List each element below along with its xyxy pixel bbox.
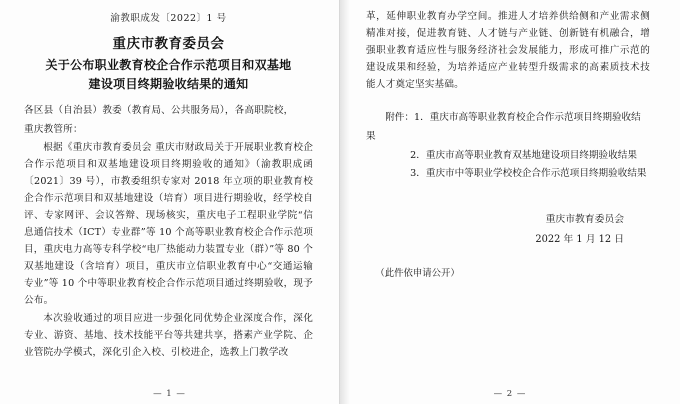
signature-organization: 重庆市教育委员会 — [545, 214, 624, 226]
paragraph-continued: 革，延伸职业教育办学空间。推进人才培养供给侧和产业需求侧精准对接，促进教育链、人才链与产业链、创新链有机融合，增强职业教育适应性与服务经济社会发展能力，形成可推广示范的建设成果和经验，为培养适应产业转型升级需求的高素质技术技能人才奠定坚实基础。 — [366, 11, 650, 91]
attachments-block — [366, 109, 650, 184]
document-subtitle — [24, 56, 313, 93]
signature-date: 2022 年 1 月 12 日 — [535, 233, 624, 245]
page-number-left: — 1 — — [153, 389, 186, 399]
recipients-line-1: 各区县（自治县）教委（教育局、公共服务局），各高职院校， — [24, 105, 294, 117]
attachment-item-3: 3．重庆市中等职业学校校企合作示范项目终期验收结果 — [410, 168, 647, 180]
page-right — [340, 0, 680, 404]
signature-block — [366, 210, 650, 249]
page-number-right: — 2 — — [493, 389, 527, 399]
paragraph-2: 本次验收通过的项目应进一步强化同优势企业深度合作，深化专业、游资、基地、技术技能平台等共建共享，搭素产业学院、企业管院办学模式，深化引企入校、引校进企，选教上门教学改 — [24, 313, 313, 359]
attachment-item-2: 2．重庆市高等职业教育双基地建设项目终期验收结果 — [410, 149, 637, 161]
document-title-block — [24, 34, 313, 93]
attachment-item-1: 附件：1．重庆市高等职业教育校企合作示范项目终期验收结果 — [366, 112, 641, 143]
document-body — [24, 102, 313, 361]
document-subtitle-line2: 建设项目终期验收结果的通知 — [88, 76, 249, 91]
document-number: 渝教职成发〔2022〕1 号 — [110, 13, 227, 24]
recipients-line-2: 重庆教管所： — [24, 123, 83, 135]
disclosure-note: （此件依申请公开） — [375, 268, 460, 280]
document-subtitle-line1: 关于公布职业教育校企合作示范项目和双基地 — [45, 58, 292, 73]
paragraph-1: 根据《重庆市教育委员会 重庆市财政局关于开展职业教育校企合作示范项目和双基地建设项目终期验收的通知》（渝教职成函〔2021〕39 号），市教委组织专家对 2018 年立项的职业教育校企合作示范项目和双基地建设（培育）项目进行期验收，经学校自评、专家网评、会议答辩、现场核实，重庆电子工程职业学院“信息通信技术（ICT）专业群”等 10 个高等职业教育校企合作示范项目，重庆电力高等专科学校“电厂热能动力装置专业（群）”等 80 个双基地建设（含培育）项目，重庆市立信职业教育中心“交通运输专业”等 10 个中等职业教育校企合作示范项目通过终期验收，现予公布。 — [24, 141, 313, 307]
page-title: 重庆市教育委员会 — [112, 36, 225, 52]
